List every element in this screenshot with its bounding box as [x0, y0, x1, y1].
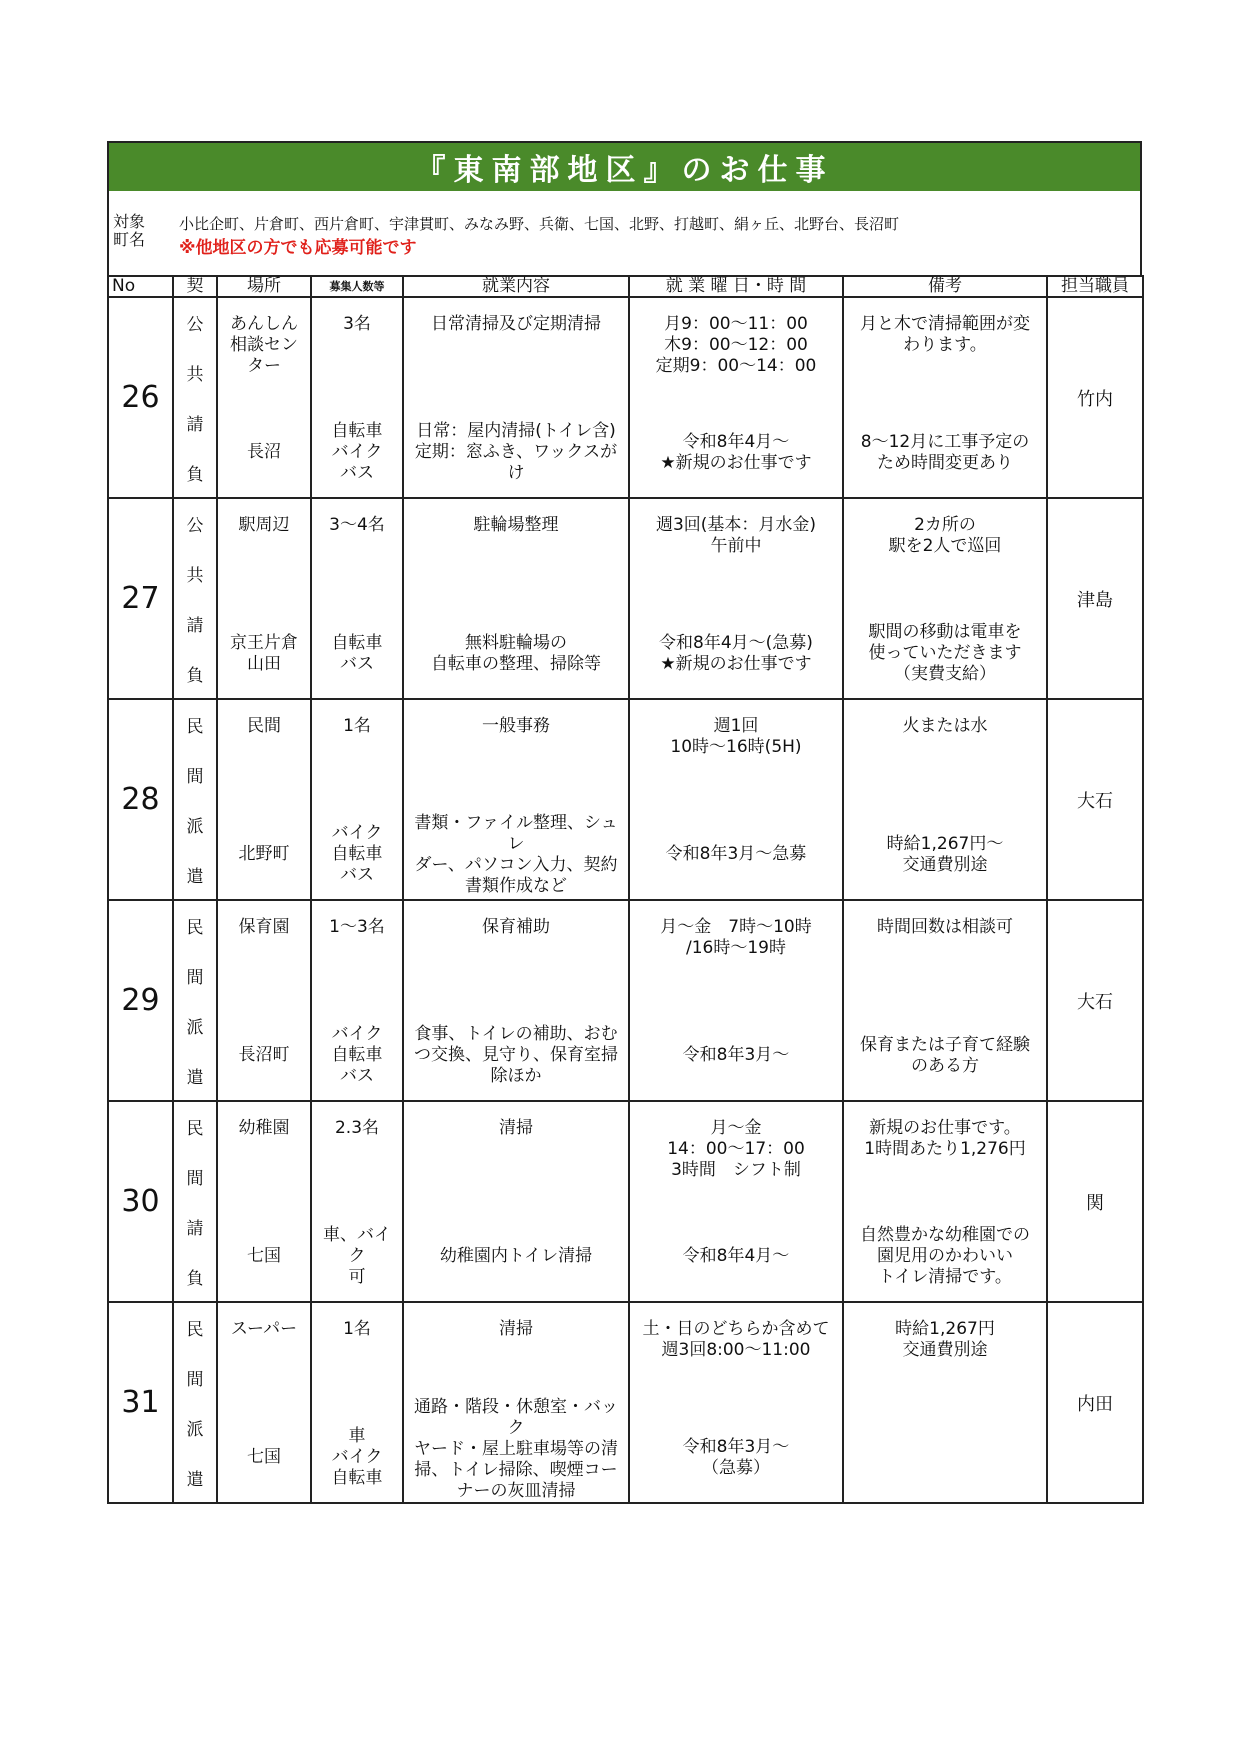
contract-type — [173, 498, 217, 699]
schedule-cell — [629, 1101, 843, 1302]
contract-char: 請 — [186, 414, 204, 435]
table-row — [108, 1101, 1143, 1302]
job-details: 書類・ファイル整理、シュレ ダー、パソコン入力、契約 書類作成など — [414, 812, 618, 896]
remarks-cell — [843, 1302, 1047, 1503]
contract-char: 公 — [186, 315, 204, 336]
place-location: 長沼町 — [238, 1045, 290, 1066]
place-location: 北野町 — [238, 844, 290, 865]
job-number: 26 — [108, 297, 173, 498]
start-date: 令和8年4月～(急募) ★新規のお仕事です — [659, 632, 813, 674]
job-details: 無料駐輪場の 自転車の整理、掃除等 — [431, 632, 601, 674]
remarks-bottom: 駅間の移動は電車を 使っていただきます （実費支給） — [868, 622, 1022, 685]
remarks-top: 時間回数は相談可 — [877, 917, 1013, 937]
staff-name: 関 — [1047, 1101, 1143, 1302]
header-remarks: 備考 — [843, 276, 1047, 297]
place-cell — [217, 699, 311, 900]
remarks-cell — [843, 297, 1047, 498]
place-location: 七国 — [247, 1246, 281, 1267]
header-content: 就業内容 — [403, 276, 629, 297]
remarks-cell — [843, 498, 1047, 699]
remarks-top: 2カ所の 駅を2人で巡回 — [888, 515, 1002, 556]
target-label: 対象 町名 — [113, 212, 146, 249]
commute-method: 自転車 バイク バス — [331, 421, 383, 484]
job-number: 27 — [108, 498, 173, 699]
staff-name: 大石 — [1047, 900, 1143, 1101]
contract-type — [173, 297, 217, 498]
commute-method: 車、バイク 可 — [323, 1225, 391, 1288]
header-schedule: 就 業 曜 日・時 間 — [629, 276, 843, 297]
place-name: 駅周辺 — [238, 515, 290, 535]
contract-char: 公 — [186, 516, 204, 537]
remarks-top: 月と木で清掃範囲が変 わります。 — [860, 314, 1030, 355]
contract-char: 民 — [186, 1320, 204, 1341]
job-title: 日常清掃及び定期清掃 — [431, 314, 601, 334]
schedule-cell — [629, 699, 843, 900]
start-date: 令和8年4月～ — [682, 1246, 790, 1267]
contract-char: 遣 — [186, 866, 204, 887]
contract-char: 民 — [186, 1119, 204, 1140]
count-cell — [311, 297, 403, 498]
remarks-bottom — [844, 1408, 1046, 1503]
place-cell — [217, 900, 311, 1101]
staff-name: 竹内 — [1047, 297, 1143, 498]
schedule-cell — [629, 498, 843, 699]
table-row — [108, 699, 1143, 900]
header-contract: 契 — [173, 276, 217, 297]
commute-method: 自転車 バス — [331, 632, 383, 674]
commute-method: バイク 自転車 バス — [331, 1024, 383, 1087]
remarks-top: 新規のお仕事です。 1時間あたり1,276円 — [864, 1118, 1026, 1159]
contract-char: 請 — [186, 1218, 204, 1239]
job-title: 一般事務 — [482, 716, 550, 736]
place-name: 保育園 — [238, 917, 290, 937]
work-hours: 月～金 7時～10時 /16時～19時 — [660, 917, 812, 958]
job-title: 清掃 — [499, 1319, 533, 1339]
target-note: ※他地区の方でも応募可能です — [179, 238, 417, 258]
commute-method: 車 バイク 自転車 — [331, 1426, 383, 1489]
count-cell — [311, 900, 403, 1101]
contract-type — [173, 900, 217, 1101]
target-towns: 小比企町、片倉町、西片倉町、宇津貫町、みなみ野、兵衛、七国、北野、打越町、絹ヶ丘、北野台、長沼町 — [179, 215, 900, 233]
commute-method: バイク 自転車 バス — [331, 823, 383, 886]
contract-char: 間 — [186, 968, 204, 989]
place-location: 長沼 — [247, 442, 281, 463]
job-number: 31 — [108, 1302, 173, 1503]
recruit-count: 3～4名 — [329, 515, 385, 535]
contract-char: 遣 — [186, 1469, 204, 1490]
start-date: 令和8年3月～急募 — [665, 844, 807, 865]
job-number: 28 — [108, 699, 173, 900]
content-cell — [403, 297, 629, 498]
remarks-top: 火または水 — [902, 716, 988, 736]
recruit-count: 1名 — [343, 1319, 371, 1339]
content-cell — [403, 1302, 629, 1503]
count-cell — [311, 1101, 403, 1302]
job-title: 保育補助 — [482, 917, 550, 937]
contract-char: 負 — [186, 665, 204, 686]
remarks-bottom: 保育または子育て経験 のある方 — [860, 1034, 1030, 1076]
job-table — [107, 275, 1144, 1504]
table-row — [108, 498, 1143, 699]
recruit-count: 3名 — [343, 314, 371, 334]
place-cell — [217, 1302, 311, 1503]
remarks-bottom: 8～12月に工事予定の ため時間変更あり — [860, 431, 1030, 473]
contract-char: 遣 — [186, 1067, 204, 1088]
header-place: 場所 — [217, 276, 311, 297]
contract-char: 派 — [186, 1017, 204, 1038]
contract-char: 民 — [186, 918, 204, 939]
place-cell — [217, 498, 311, 699]
job-number: 29 — [108, 900, 173, 1101]
remarks-bottom: 時給1,267円～ 交通費別途 — [886, 833, 1004, 875]
header-staff: 担当職員 — [1047, 276, 1143, 297]
work-hours: 月9：00～11：00 木9：00～12：00 定期9：00～14：00 — [655, 314, 817, 376]
content-cell — [403, 699, 629, 900]
recruit-count: 2.3名 — [334, 1118, 380, 1138]
staff-name: 内田 — [1047, 1302, 1143, 1503]
place-name: 民間 — [247, 716, 281, 736]
content-cell — [403, 900, 629, 1101]
schedule-cell — [629, 900, 843, 1101]
work-hours: 週1回 10時～16時(5H) — [670, 716, 802, 757]
schedule-cell — [629, 297, 843, 498]
contract-char: 間 — [186, 767, 204, 788]
contract-char: 共 — [186, 365, 204, 386]
content-cell — [403, 498, 629, 699]
schedule-cell — [629, 1302, 843, 1503]
staff-name: 津島 — [1047, 498, 1143, 699]
header-no: No — [108, 276, 173, 297]
start-date: 令和8年3月～ （急募） — [682, 1436, 790, 1478]
place-location: 京王片倉 山田 — [230, 632, 298, 674]
count-cell — [311, 1302, 403, 1503]
target-area — [107, 191, 1142, 275]
recruit-count: 1～3名 — [329, 917, 385, 937]
contract-char: 負 — [186, 464, 204, 485]
remarks-top: 時給1,267円 交通費別途 — [895, 1319, 995, 1360]
job-listing-sheet — [107, 141, 1142, 1504]
place-location: 七国 — [247, 1447, 281, 1468]
job-details: 食事、トイレの補助、おむ つ交換、見守り、保育室掃 除ほか — [414, 1024, 618, 1087]
contract-type — [173, 1302, 217, 1503]
place-cell — [217, 1101, 311, 1302]
table-header-row — [108, 276, 1143, 297]
count-cell — [311, 699, 403, 900]
place-name: あんしん 相談セン ター — [230, 314, 298, 376]
work-hours: 週3回(基本：月水金) 午前中 — [655, 515, 817, 556]
count-cell — [311, 498, 403, 699]
job-details: 幼稚園内トイレ清掃 — [439, 1246, 593, 1267]
remarks-cell — [843, 900, 1047, 1101]
contract-char: 間 — [186, 1169, 204, 1190]
job-details: 日常：屋内清掃(トイレ含) 定期：窓ふき、ワックスが け — [414, 421, 618, 484]
contract-char: 共 — [186, 566, 204, 587]
remarks-bottom: 自然豊かな幼稚園での 園児用のかわいい トイレ清掃です。 — [860, 1225, 1030, 1288]
page-title: 『東南部地区』のお仕事 — [107, 141, 1142, 191]
job-number: 30 — [108, 1101, 173, 1302]
table-row — [108, 900, 1143, 1101]
content-cell — [403, 1101, 629, 1302]
work-hours: 土・日のどちらか含めて 週3回8:00～11:00 — [642, 1319, 830, 1360]
contract-type — [173, 699, 217, 900]
place-cell — [217, 297, 311, 498]
contract-char: 間 — [186, 1370, 204, 1391]
job-details: 通路・階段・休憩室・バック ヤード・屋上駐車場等の清 掃、トイレ掃除、喫煙コー ナーの灰皿清掃 — [414, 1397, 618, 1501]
contract-char: 負 — [186, 1268, 204, 1289]
work-hours: 月～金 14：00～17：00 3時間 シフト制 — [667, 1118, 805, 1180]
place-name: 幼稚園 — [238, 1118, 290, 1138]
contract-char: 民 — [186, 717, 204, 738]
staff-name: 大石 — [1047, 699, 1143, 900]
table-row — [108, 1302, 1143, 1503]
contract-type — [173, 1101, 217, 1302]
table-row — [108, 297, 1143, 498]
contract-char: 派 — [186, 816, 204, 837]
remarks-cell — [843, 699, 1047, 900]
contract-char: 派 — [186, 1419, 204, 1440]
contract-char: 請 — [186, 615, 204, 636]
header-count: 募集人数等 — [311, 276, 403, 297]
start-date: 令和8年3月～ — [682, 1045, 790, 1066]
place-name: スーパー — [230, 1319, 298, 1339]
job-title: 駐輪場整理 — [473, 515, 559, 535]
job-title: 清掃 — [499, 1118, 533, 1138]
start-date: 令和8年4月～ ★新規のお仕事です — [660, 431, 812, 473]
recruit-count: 1名 — [343, 716, 371, 736]
remarks-cell — [843, 1101, 1047, 1302]
